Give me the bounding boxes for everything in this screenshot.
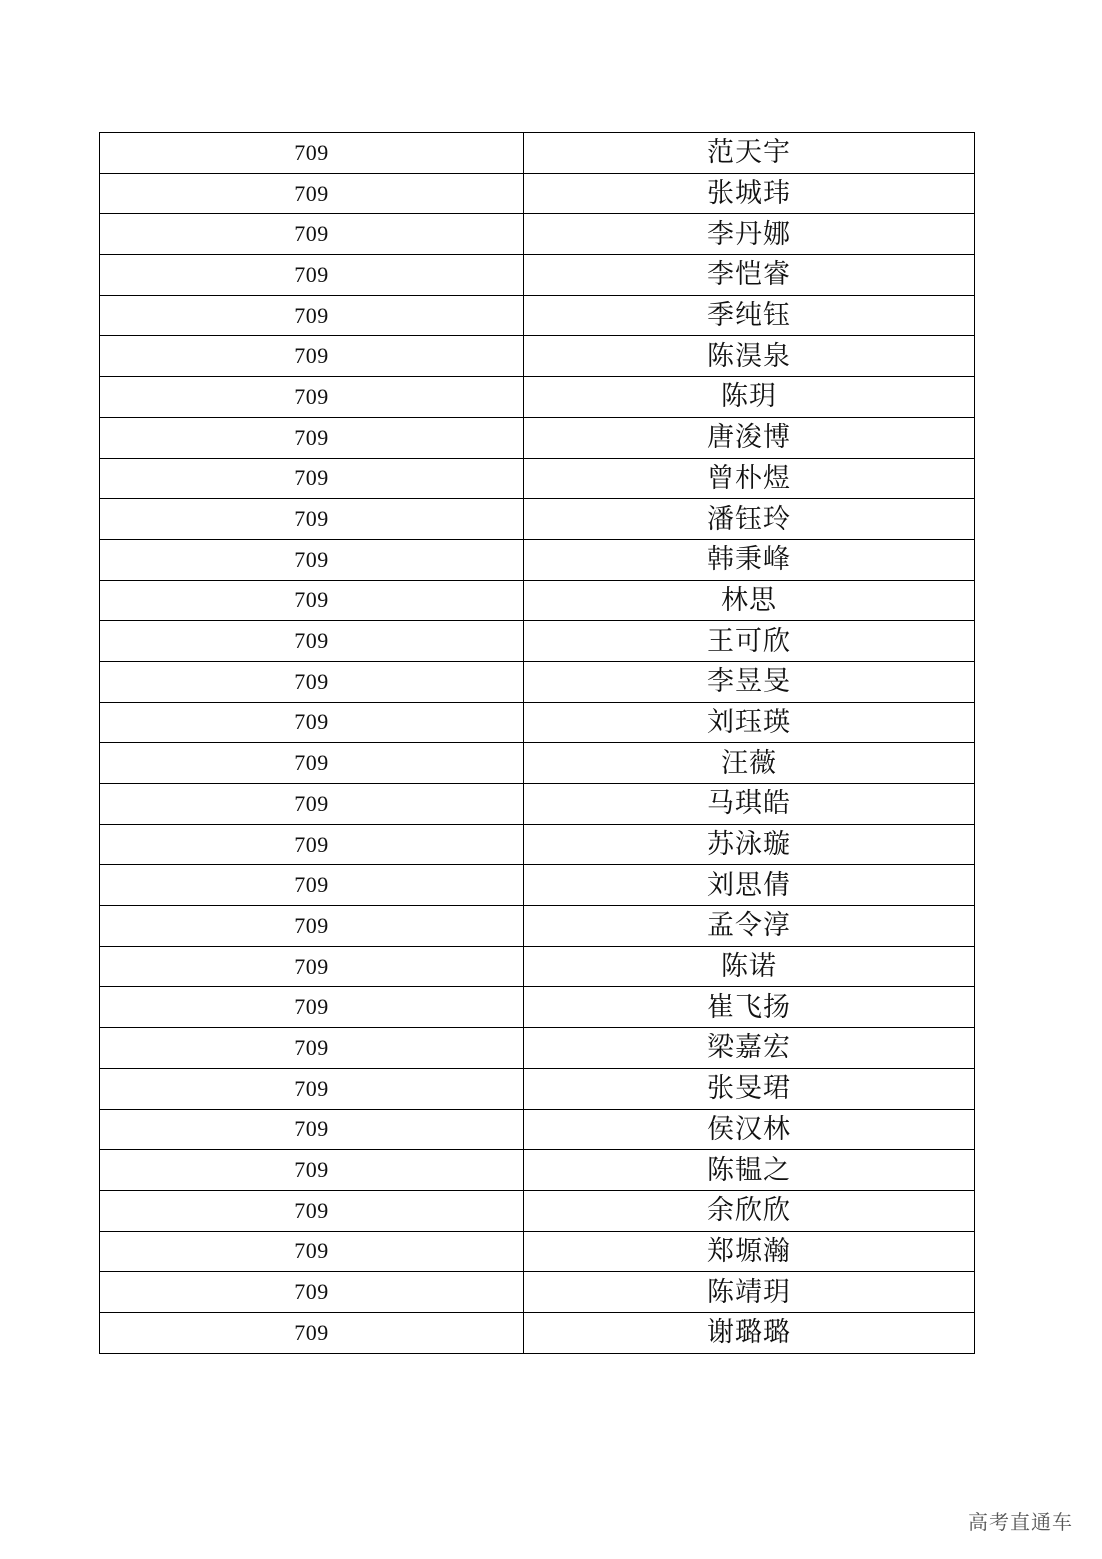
table-row	[100, 1109, 975, 1150]
code-cell: 709	[100, 1272, 524, 1313]
name-cell: 苏泳璇	[524, 824, 975, 865]
code-cell: 709	[100, 1109, 524, 1150]
table-row	[100, 214, 975, 255]
table-row	[100, 865, 975, 906]
table-row	[100, 336, 975, 377]
table-row	[100, 499, 975, 540]
name-cell: 范天宇	[524, 133, 975, 174]
name-cell: 孟令淳	[524, 906, 975, 947]
code-cell: 709	[100, 621, 524, 662]
name-cell: 谢璐璐	[524, 1312, 975, 1353]
name-cell: 陈淏泉	[524, 336, 975, 377]
name-cell: 余欣欣	[524, 1190, 975, 1231]
code-cell: 709	[100, 1028, 524, 1069]
table-row	[100, 539, 975, 580]
name-cell: 张城玮	[524, 173, 975, 214]
code-cell: 709	[100, 661, 524, 702]
table-row	[100, 784, 975, 825]
name-cell: 唐浚博	[524, 417, 975, 458]
name-cell: 崔飞扬	[524, 987, 975, 1028]
roster-table-body	[100, 133, 975, 1354]
code-cell: 709	[100, 295, 524, 336]
code-cell: 709	[100, 865, 524, 906]
table-row	[100, 133, 975, 174]
name-cell: 陈靖玥	[524, 1272, 975, 1313]
watermark-text: 高考直通车	[968, 1510, 1073, 1534]
table-row	[100, 580, 975, 621]
code-cell: 709	[100, 539, 524, 580]
name-cell: 汪薇	[524, 743, 975, 784]
name-cell: 陈诺	[524, 946, 975, 987]
code-cell: 709	[100, 946, 524, 987]
code-cell: 709	[100, 458, 524, 499]
table-row	[100, 417, 975, 458]
table-row	[100, 295, 975, 336]
name-cell: 李恺睿	[524, 255, 975, 296]
code-cell: 709	[100, 987, 524, 1028]
name-cell: 陈韫之	[524, 1150, 975, 1191]
name-cell: 韩秉峰	[524, 539, 975, 580]
table-row	[100, 1312, 975, 1353]
code-cell: 709	[100, 580, 524, 621]
code-cell: 709	[100, 784, 524, 825]
table-row	[100, 743, 975, 784]
code-cell: 709	[100, 702, 524, 743]
code-cell: 709	[100, 1312, 524, 1353]
code-cell: 709	[100, 1068, 524, 1109]
name-cell: 侯汉林	[524, 1109, 975, 1150]
table-row	[100, 1028, 975, 1069]
code-cell: 709	[100, 214, 524, 255]
code-cell: 709	[100, 1190, 524, 1231]
name-cell: 林思	[524, 580, 975, 621]
table-row	[100, 1231, 975, 1272]
name-cell: 王可欣	[524, 621, 975, 662]
name-cell: 李丹娜	[524, 214, 975, 255]
name-cell: 李昱旻	[524, 661, 975, 702]
name-cell: 曾朴煜	[524, 458, 975, 499]
name-cell: 季纯钰	[524, 295, 975, 336]
code-cell: 709	[100, 1150, 524, 1191]
code-cell: 709	[100, 906, 524, 947]
name-cell: 陈玥	[524, 377, 975, 418]
name-cell: 马琪皓	[524, 784, 975, 825]
code-cell: 709	[100, 255, 524, 296]
code-cell: 709	[100, 1231, 524, 1272]
table-row	[100, 458, 975, 499]
code-cell: 709	[100, 499, 524, 540]
table-row	[100, 702, 975, 743]
name-cell: 潘钰玲	[524, 499, 975, 540]
name-cell: 张旻珺	[524, 1068, 975, 1109]
table-row	[100, 173, 975, 214]
table-row	[100, 1068, 975, 1109]
table-row	[100, 987, 975, 1028]
table-row	[100, 906, 975, 947]
table-row	[100, 377, 975, 418]
name-cell: 刘思倩	[524, 865, 975, 906]
table-row	[100, 255, 975, 296]
table-row	[100, 946, 975, 987]
code-cell: 709	[100, 377, 524, 418]
code-cell: 709	[100, 824, 524, 865]
table-row	[100, 1190, 975, 1231]
name-cell: 郑塬瀚	[524, 1231, 975, 1272]
table-row	[100, 661, 975, 702]
table-row	[100, 1150, 975, 1191]
table-row	[100, 1272, 975, 1313]
roster-table	[99, 132, 975, 1354]
code-cell: 709	[100, 417, 524, 458]
code-cell: 709	[100, 133, 524, 174]
name-cell: 梁嘉宏	[524, 1028, 975, 1069]
code-cell: 709	[100, 336, 524, 377]
table-row	[100, 824, 975, 865]
name-cell: 刘珏瑛	[524, 702, 975, 743]
code-cell: 709	[100, 743, 524, 784]
table-row	[100, 621, 975, 662]
code-cell: 709	[100, 173, 524, 214]
